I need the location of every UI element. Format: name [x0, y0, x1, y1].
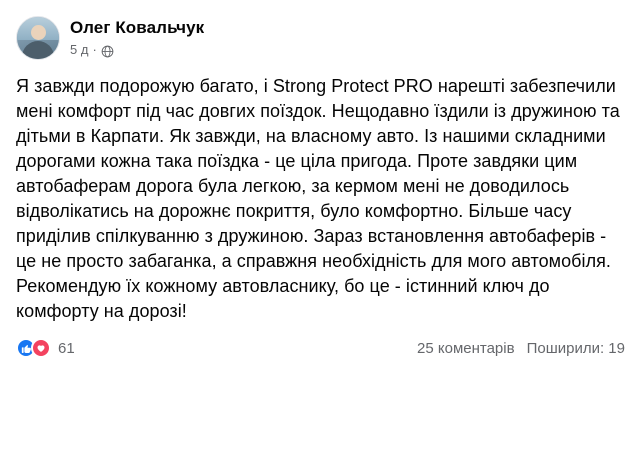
- comments-count[interactable]: 25 коментарів: [417, 339, 515, 357]
- reactions-group[interactable]: [16, 338, 75, 358]
- post-footer: [0, 324, 641, 374]
- globe-icon: [101, 45, 114, 58]
- shares-count[interactable]: Поширили: 19: [526, 339, 625, 357]
- avatar-body: [22, 41, 54, 60]
- post-timestamp[interactable]: 5 д: [70, 42, 89, 57]
- reaction-count: 61: [58, 339, 75, 357]
- heart-icon: [31, 338, 51, 358]
- post-meta: [70, 42, 204, 58]
- post-counts: [417, 340, 625, 357]
- post-header-text: [70, 16, 204, 58]
- post-text: Я завжди подорожую багато, і Strong Protect PRO нарешті забезпечили мені комфорт під час довгих поїздок. Нещодавно їздили із дружиною та дітьми в Карпати. Як завжди, на власному авто. Із нашими складними дорогами кожна така поїздка - це ціла пригода. Проте завдяки цим автобаферам дорога була легкою, за кермом мені не доводилось відволікатись на дорожнє покриття, було комфортно. Більше часу приділив спілкуванню з дружиною. Зараз встановлення автобаферів - це не просто забаганка, а справжня необхідність для мого автомобіля. Рекомендую їх кожному автовласнику, бо це - істинний ключ до комфорту на дорозі!: [16, 76, 620, 321]
- post-header: [0, 0, 641, 60]
- meta-separator: ·: [92, 42, 97, 57]
- avatar[interactable]: [16, 16, 60, 60]
- author-name[interactable]: Олег Ковальчук: [70, 18, 205, 37]
